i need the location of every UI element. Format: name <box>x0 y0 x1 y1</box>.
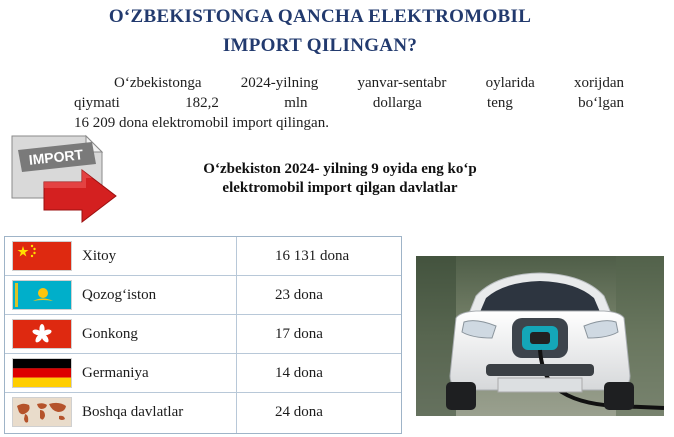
table-row <box>5 393 401 431</box>
table-row <box>5 276 401 315</box>
import-table <box>4 236 402 434</box>
country-name: Qozogʻiston <box>82 287 157 303</box>
import-count: 17 dona <box>275 326 323 342</box>
import-label: IMPORT <box>27 146 84 168</box>
intro-line-3: 16 209 dona elektromobil import qilingan. <box>74 115 329 131</box>
table-row <box>5 354 401 393</box>
table-title-line-2: elektromobil import qilgan davlatlar <box>222 180 458 196</box>
table-row <box>5 315 401 354</box>
hong-kong-flag-icon <box>13 320 71 348</box>
table-title <box>150 160 530 198</box>
import-count: 23 dona <box>275 287 323 303</box>
page-title-line-2: IMPORT QILINGAN? <box>222 35 418 56</box>
intro-line-2: qiymati 182,2 mln dollarga teng boʻlgan <box>74 95 624 111</box>
country-name: Boshqa davlatlar <box>82 404 184 420</box>
country-name: Germaniya <box>82 365 149 381</box>
country-name: Gonkong <box>82 326 138 342</box>
table-title-line-1: Oʻzbekiston 2024- yilning 9 oyida eng koʻp <box>203 161 477 177</box>
import-document-arrow-icon <box>4 130 124 230</box>
electric-car-photo <box>416 256 664 416</box>
page-title <box>40 2 600 60</box>
import-count: 24 dona <box>275 404 323 420</box>
page-title-line-1: OʻZBEKISTONGA QANCHA ELEKTROMOBIL <box>108 6 532 27</box>
import-count: 14 dona <box>275 365 323 381</box>
kazakhstan-flag-icon <box>13 281 71 309</box>
import-count: 16 131 dona <box>275 248 350 264</box>
germany-flag-icon <box>13 359 71 387</box>
china-flag-icon <box>13 242 71 270</box>
intro-line-1: Oʻzbekistonga 2024-yilning yanvar-sentabr oylarida xorijdan <box>114 75 624 91</box>
table-row <box>5 237 401 276</box>
world-map-icon <box>13 398 71 426</box>
country-name: Xitoy <box>82 248 117 264</box>
intro-paragraph <box>74 73 624 133</box>
